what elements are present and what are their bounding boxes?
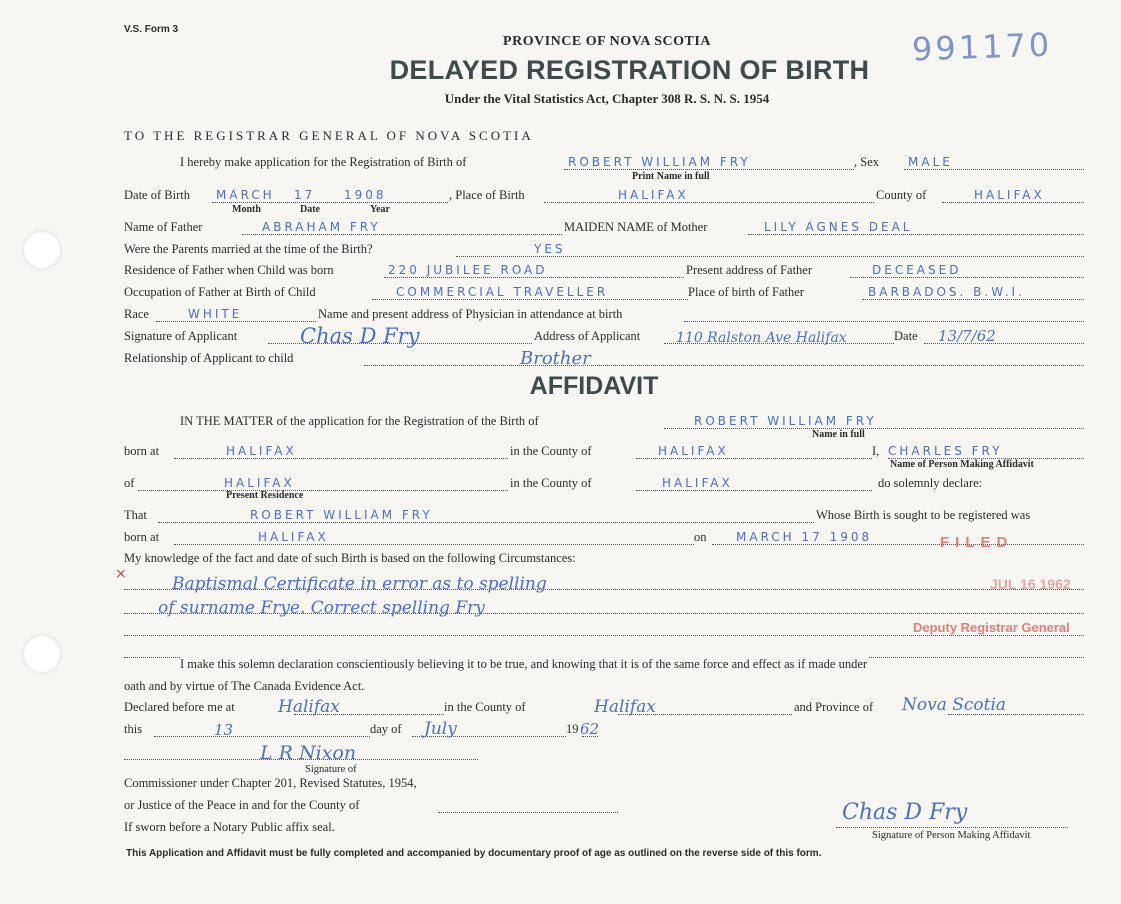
residence-county-value: HALIFAX [662,476,733,490]
row-occupation [124,282,1085,302]
footer-note: This Application and Affidavit must be fully completed and accompanied by documentary proof of age as outlined on the reverse side of this form. [126,848,822,859]
applicant-date-value: 13/7/62 [938,327,996,345]
date-hint: Date [300,204,320,215]
dob-date-value: 17 [294,188,316,202]
province-label: and Province of [794,700,874,714]
race-label: Race [124,307,149,321]
row-affidavit-that [124,505,1085,525]
dob-year-value: 1908 [344,188,387,202]
father-label: Name of Father [124,220,203,234]
name-in-full-hint: Name in full [812,429,865,440]
that-label: That [124,508,147,522]
dob-label: Date of Birth [124,188,190,202]
born-at-label: born at [124,444,160,458]
residence-value: 220 JUBILEE ROAD [388,263,548,277]
month-value: July [424,719,457,739]
row-declaration-1 [124,654,1085,674]
commissioner-text-1: Commissioner under Chapter 201, Revised Statutes, 1954, [124,776,417,790]
row-declared-before [124,697,1085,717]
place-of-birth-value: HALIFAX [618,188,689,202]
residence-value: HALIFAX [224,476,295,490]
this-label: this [124,722,143,736]
address-label: Address of Applicant [534,329,641,343]
father-birthplace-label: Place of birth of Father [688,285,804,299]
row-applicant-signature [124,326,1085,346]
sex-label: , Sex [854,155,879,169]
province-heading: PROVINCE OF NOVA SCOTIA [503,34,711,49]
year-hint: Year [370,204,390,215]
row-affidavit-matter [124,411,1085,431]
in-county-label-3: in the County of [444,700,526,714]
applicant-signature: Chas D Fry [300,324,420,348]
row-relationship [124,348,1085,368]
affiant-name-hint: Name of Person Making Affidavit [890,459,1034,470]
year-prefix: 19 [566,722,579,736]
commissioner-text-2: or Justice of the Peace in and for the County of [124,798,360,812]
addressee-line: TO THE REGISTRAR GENERAL OF NOVA SCOTIA [124,128,534,143]
row-circumstance-2 [124,596,1085,616]
date-label: Date [894,329,918,343]
row-parents [124,217,1085,237]
born-at-label-2: born at [124,530,160,544]
affiant-signature-line [836,827,1068,828]
relationship-value: Brother [520,348,591,369]
affidavit-title: AFFIDAVIT [529,372,659,400]
print-name-hint: Print Name in full [632,171,710,182]
subject-name-value: ROBERT WILLIAM FRY [250,508,433,522]
county-value: HALIFAX [974,188,1045,202]
of-label: of [124,476,135,490]
row-commissioner-signature [124,742,1085,762]
born-county-value: HALIFAX [658,444,729,458]
present-address-value: DECEASED [872,263,962,277]
declaration-text-1: I make this solemn declaration conscientiously believing it to be true, and knowing that it is of the same force and effect as if made under [180,657,868,671]
physician-label: Name and present address of Physician in attendance at birth [318,307,623,321]
row-child-name [124,152,1085,172]
whose-birth-label: Whose Birth is sought to be registered was [816,508,1031,522]
row-commissioner-1 [124,773,1085,793]
signature-of-label: Signature of [305,764,357,775]
county-label: County of [876,188,927,202]
row-knowledge [124,548,1085,568]
deputy-registrar-stamp: Deputy Registrar General [913,620,1070,635]
married-label: Were the Parents married at the time of the Birth? [124,242,373,256]
mother-name-value: LILY AGNES DEAL [764,220,913,234]
affiant-signature: Chas D Fry [842,800,968,825]
married-value: YES [534,242,566,256]
month-hint: Month [232,204,261,215]
intro-label: I hereby make application for the Registration of Birth of [180,155,467,169]
row-circumstance-1 [124,572,1085,592]
form-number: V.S. Form 3 [124,24,179,35]
on-label: on [694,530,707,544]
knowledge-label: My knowledge of the fact and date of such Birth is based on the following Circumstances: [124,551,576,565]
born-at-value: HALIFAX [226,444,297,458]
matter-label: IN THE MATTER of the application for the Registration of the Birth of [180,414,539,428]
race-value: WHITE [188,307,243,321]
mother-label: MAIDEN NAME of Mother [564,220,708,234]
form-title: DELAYED REGISTRATION OF BIRTH [389,55,870,85]
dob-month-value: MARCH [216,188,275,202]
father-birthplace-value: BARBADOS. B.W.I. [868,285,1025,299]
declared-label: Declared before me at [124,700,235,714]
year-suffix-value: 62 [580,720,600,738]
born-at-value-2: HALIFAX [258,530,329,544]
declare-label: do solemnly declare: [878,476,983,490]
in-county-label-2: in the County of [510,476,592,490]
affidavit-name-value: ROBERT WILLIAM FRY [694,414,877,428]
row-married [124,239,1085,259]
declaration-text-2: oath and by virtue of The Canada Evidence Act. [124,679,365,693]
filed-stamp-date: JUL 16 1962 [990,576,1071,592]
row-residence [124,260,1085,280]
form-subtitle: Under the Vital Statistics Act, Chapter 308 R. S. N. S. 1954 [444,91,770,106]
declared-county-value: Halifax [594,697,656,717]
circumstance-1-value: Baptismal Certificate in error as to spelling [172,574,547,594]
margin-mark: × [115,566,127,582]
affiant-name-value: CHARLES FRY [888,444,1003,458]
sex-value: MALE [908,155,953,169]
i-label: I, [872,444,880,458]
applicant-address-value: 110 Ralston Ave Halifax [676,330,847,346]
child-name-value: ROBERT WILLIAM FRY [568,155,751,169]
day-value: 13 [214,721,234,739]
signature-label: Signature of Applicant [124,329,238,343]
father-name-value: ABRAHAM FRY [262,220,381,234]
row-race [124,304,1085,324]
row-date-of-birth [124,185,1085,205]
present-address-label: Present address of Father [686,263,813,277]
filed-stamp: FILED [940,534,1014,551]
affiant-signature-label: Signature of Person Making Affidavit [872,830,1031,841]
present-residence-hint: Present Residence [226,490,304,501]
punch-hole-top [22,230,62,270]
declared-at-value: Halifax [278,697,340,717]
relationship-label: Relationship of Applicant to child [124,351,294,365]
occupation-label: Occupation of Father at Birth of Child [124,285,316,299]
row-affidavit-born-at [124,441,1085,461]
commissioner-signature: L R Nixon [260,742,357,764]
place-of-birth-label: , Place of Birth [449,188,525,202]
occupation-value: COMMERCIAL TRAVELLER [396,285,609,299]
province-value: Nova Scotia [902,695,1007,715]
circumstance-2-value: of surname Frye. Correct spelling Fry [158,598,485,618]
row-this-day [124,719,1085,739]
day-of-label: day of [370,722,402,736]
punch-hole-bottom [22,634,62,674]
residence-label: Residence of Father when Child was born [124,263,334,277]
in-county-label: in the County of [510,444,592,458]
birth-date-value: MARCH 17 1908 [736,530,873,544]
commissioner-text-3: If sworn before a Notary Public affix seal. [124,820,335,834]
row-declaration-2 [124,676,1085,696]
file-number: 991170 [911,25,1053,69]
